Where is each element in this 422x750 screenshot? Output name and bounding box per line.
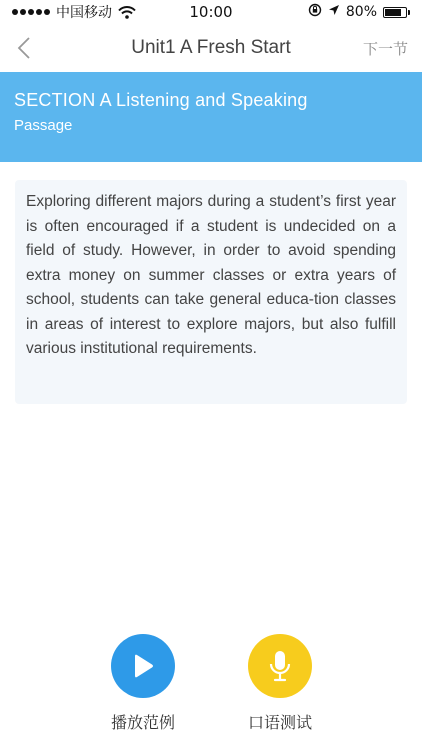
passage-card: [15, 180, 407, 404]
orientation-lock-icon: [308, 3, 322, 21]
carrier-name: 中国移动: [56, 5, 112, 21]
play-sample-action[interactable]: [88, 634, 198, 733]
record-button[interactable]: [248, 634, 312, 698]
section-title: SECTION A Listening and Speaking: [14, 90, 308, 110]
section-banner: [0, 72, 422, 162]
status-time: 10:00: [189, 3, 233, 21]
wifi-icon: [118, 6, 136, 19]
status-bar: [0, 0, 422, 24]
passage-text: Exploring different majors during a student’s first year is often encouraged if a student is undecided on a field of study. However, in order to avoid spending extra money on summer classes or extra years of school, students can take general educa-tion classes in areas of interest to explore majors, but also fulfill various institutional requirements.: [26, 193, 396, 357]
signal-strength-icon: [12, 9, 50, 15]
nav-bar: [0, 24, 422, 72]
back-button[interactable]: [10, 34, 38, 62]
location-icon: [328, 4, 340, 20]
play-icon: [131, 653, 155, 679]
microphone-icon: [267, 649, 293, 683]
page-title: Unit1 A Fresh Start: [131, 37, 291, 58]
battery-percent: 80%: [345, 4, 377, 20]
section-subtitle: Passage: [14, 117, 73, 134]
play-sample-label: 播放范例: [110, 713, 175, 732]
speaking-test-label: 口语测试: [247, 713, 312, 732]
chevron-left-icon: [17, 36, 31, 60]
speaking-test-action[interactable]: [225, 634, 335, 733]
next-section-button[interactable]: 下一节: [362, 40, 408, 58]
battery-icon: [383, 7, 410, 18]
play-button[interactable]: [111, 634, 175, 698]
